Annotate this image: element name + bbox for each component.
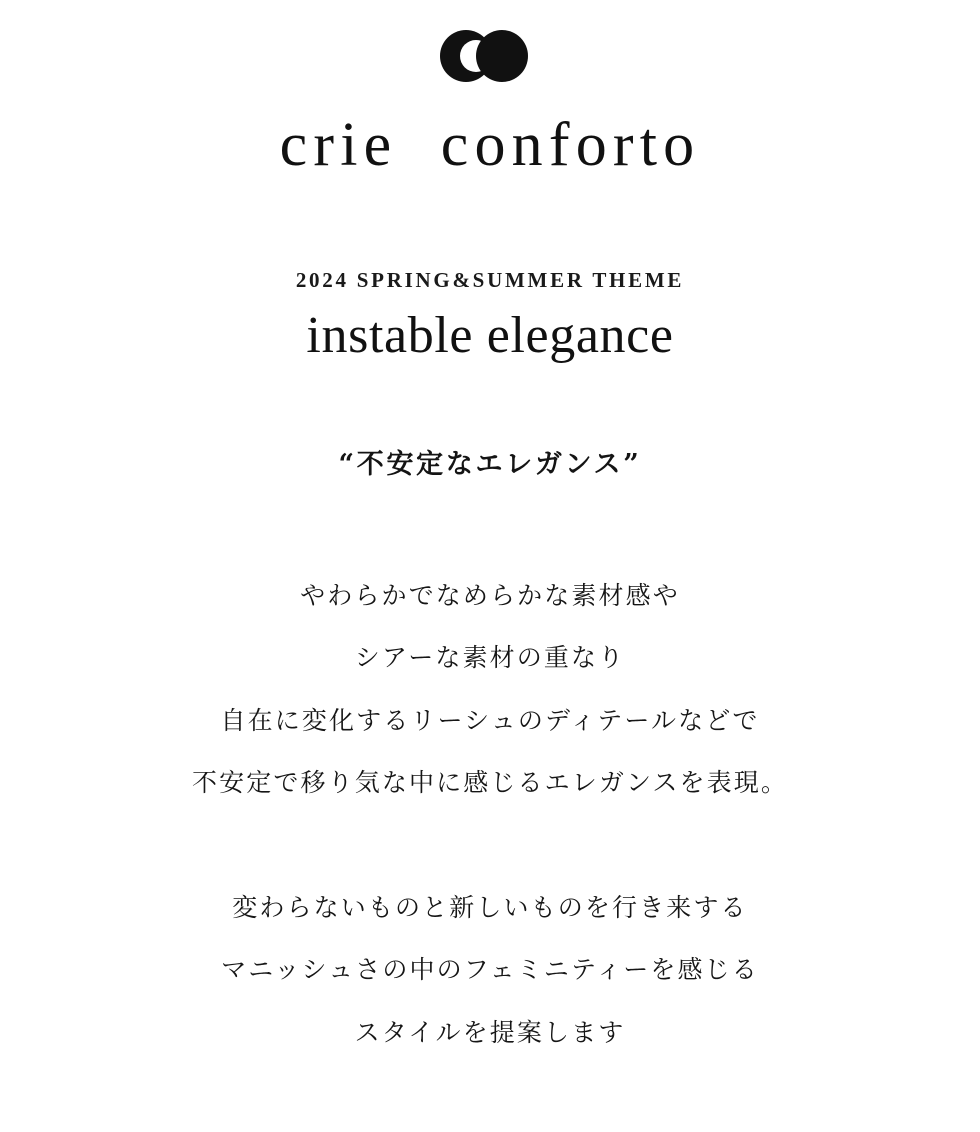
body-paragraph-1 (0, 565, 980, 815)
brand-wordmark: crie conforto (279, 111, 701, 179)
body-line: シアーな素材の重なり (354, 643, 626, 673)
theme-eyebrow: 2024 SPRING&SUMMER THEME (295, 268, 685, 292)
theme-subtitle-jp: “不安定なエレガンス” (338, 448, 642, 480)
body-line: 変わらないものと新しいものを行き来する (232, 892, 748, 922)
body-line: マニッシュさの中のフェミニティーを感じる (221, 955, 759, 985)
body-line: やわらかでなめらかな素材感や (300, 580, 680, 610)
page-title: instable elegance (306, 307, 674, 364)
body-line: スタイルを提案します (354, 1017, 626, 1047)
body-paragraph-2 (0, 877, 980, 1065)
body-line: 自在に変化するリーシュのディテールなどで (220, 705, 760, 735)
brand-logo-icon (430, 26, 550, 86)
body-line: 不安定で移り気な中に感じるエレガンスを表現。 (191, 768, 788, 798)
